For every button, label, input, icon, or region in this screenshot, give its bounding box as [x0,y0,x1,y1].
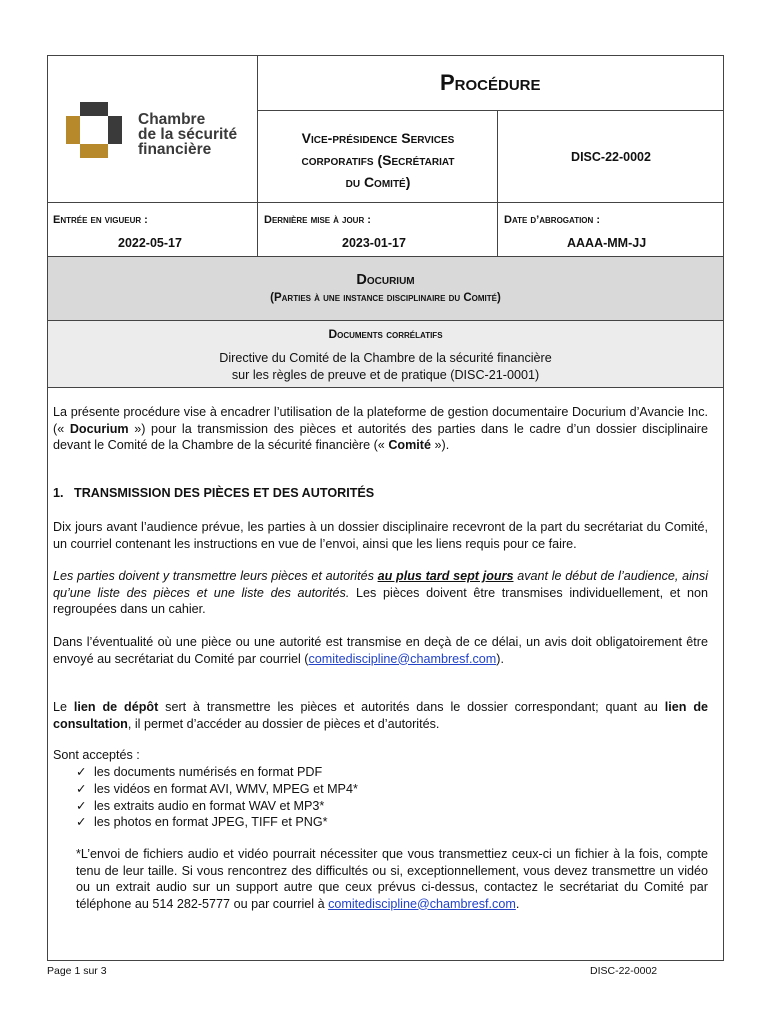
repeal-label: Date d’abrogation : [504,214,601,226]
list-item: ✓ les vidéos en format AVI, WMV, MPEG et MP4* [76,781,358,796]
list-item: ✓ les photos en format JPEG, TIFF et PNG* [76,815,328,830]
accepted-list [72,764,358,831]
check-icon: ✓ [76,815,87,830]
dept-divider [497,110,498,256]
doc-number: DISC-22-0002 [571,150,651,164]
repeal-date: AAAA-MM-JJ [567,236,647,250]
check-icon: ✓ [76,781,87,796]
doc-subtitle: (Parties à une instance disciplinaire du Comité) [270,292,501,304]
list-item: ✓ les documents numérisés en format PDF [76,765,323,779]
footer-doc-number: DISC-22-0002 [590,965,658,977]
accepted-label: Sont acceptés : [53,748,140,762]
page-number: Page 1 sur 3 [47,965,107,977]
note-paragraph: *L’envoi de fichiers audio et vidéo pourrait nécessiter que vous transmettiez ceux-ci un fichier à la fois, compte tenu de leur taille. Si vous rencontrez des difficultés ou si, exceptionnellement, vous devez transmettre un vidéo ou un extrait audio sur un support autre que ceux prévus ci-dessus, contactez le secrétariat du Comité par téléphone au 514 282-5777 ou par courriel à comitediscipline@chambresf.com. [76,847,708,911]
updated-date: 2023-01-17 [342,236,406,250]
related-label: Documents corrélatifs [328,327,443,341]
section-heading: 1. TRANSMISSION DES PIÈCES ET DES AUTORITÉS [53,486,375,500]
email-link[interactable]: comitediscipline@chambresf.com [308,651,497,666]
department: Vice-présidence Services corporatifs (Secrétariat du Comité) [301,130,455,190]
intro-paragraph: La présente procédure vise à encadrer l’utilisation de la plateforme de gestion documentaire Docurium d’Avancie Inc. (« Docurium ») pour la transmission des pièces et autorités des parties dans le cadre d’un dossier disciplinaire devant le Comité de la Chambre de la sécurité financière (« Comité »). [53,405,708,452]
list-item: ✓ les extraits audio en format WAV et MP3* [76,798,325,813]
check-icon: ✓ [76,765,87,779]
related-docs: Directive du Comité de la Chambre de la sécurité financière sur les règles de preuve et de pratique (DISC-21-0001) [219,351,552,382]
dates-divider [47,202,724,203]
note-email-link[interactable]: comitediscipline@chambresf.com [328,896,516,911]
section-paragraph-1: Dix jours avant l’audience prévue, les parties à un dossier disciplinaire recevront de la part du secrétariat du Comité, un courriel contenant les instructions en vue de l’envoi, ainsi que les liens requis pour ce faire. [53,520,708,551]
header-divider [257,110,724,111]
doc-type: Procédure [440,70,541,95]
logo [66,102,256,162]
section-paragraph-2: Les parties doivent y transmettre leurs pièces et autorités au plus tard sept jours avant le début de l’audience, ainsi qu’une liste des pièces et une liste des autorités. Les pièces doivent être transmises individuellement, et non regroupées dans un cahier. [53,569,708,616]
check-icon: ✓ [76,798,87,813]
logo-mark-icon [66,102,122,158]
effective-date: 2022-05-17 [118,236,182,250]
doc-title: Docurium [356,272,415,288]
updated-label: Dernière mise à jour : [264,214,371,226]
related-bottom-line [47,387,724,388]
section-paragraph-4: Le lien de dépôt sert à transmettre les pièces et autorités dans le dossier correspondant; quant au lien de consultation, il permet d’accéder au dossier de pièces et d’autorités. [53,700,709,731]
title-top-line [47,256,724,257]
effective-label: Entrée en vigueur : [53,214,148,226]
logo-text: Chambre de la sécurité financière [138,111,238,158]
title-bottom-line [47,320,724,321]
section-paragraph-3: Dans l’éventualité où une pièce ou une autorité est transmise en deçà de ce délai, un avis doit obligatoirement être envoyé au secrétariat du Comité par courriel (comitediscipline@chambresf.com). [53,635,708,666]
logo-divider [257,55,258,256]
